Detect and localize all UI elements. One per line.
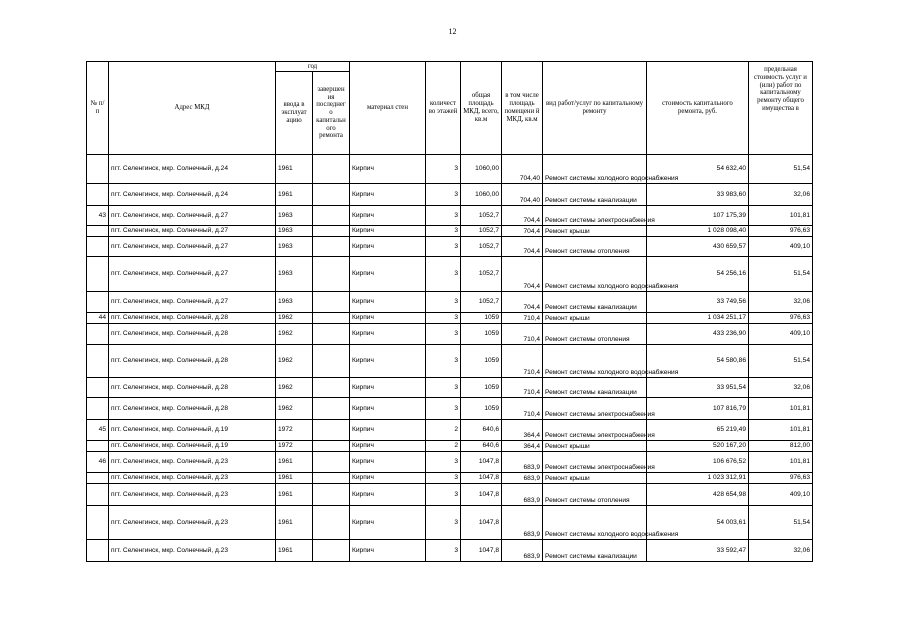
cell-wall-material: Кирпич bbox=[350, 452, 426, 473]
cell-num bbox=[87, 184, 109, 206]
cell-work-type: Ремонт системы канализации bbox=[543, 540, 647, 562]
cell-year-last-repair bbox=[313, 420, 350, 441]
cell-cost: 1 023 312,91 bbox=[647, 473, 749, 484]
cell-floors: 2 bbox=[426, 441, 461, 452]
cell-num bbox=[87, 398, 109, 420]
cell-work-type: Ремонт системы канализации bbox=[543, 292, 647, 313]
cell-address: пгт. Селенгинск, мкр. Солнечный, д.27 bbox=[109, 292, 276, 313]
cell-total-area: 1060,00 bbox=[461, 184, 502, 206]
cell-wall-material: Кирпич bbox=[350, 324, 426, 345]
cell-total-area: 1047,8 bbox=[461, 484, 502, 506]
header-num: № п/п bbox=[87, 62, 109, 155]
cell-year-commission: 1972 bbox=[276, 420, 313, 441]
cell-year-last-repair bbox=[313, 345, 350, 378]
cell-address: пгт. Селенгинск, мкр. Солнечный, д.19 bbox=[109, 441, 276, 452]
cell-floors: 3 bbox=[426, 378, 461, 398]
cell-address: пгт. Селенгинск, мкр. Солнечный, д.28 bbox=[109, 324, 276, 345]
cell-floors: 3 bbox=[426, 473, 461, 484]
cell-total-area: 1059 bbox=[461, 398, 502, 420]
table-row bbox=[87, 441, 813, 452]
cell-wall-material: Кирпич bbox=[350, 257, 426, 292]
cell-total-area: 1052,7 bbox=[461, 292, 502, 313]
cell-address: пгт. Селенгинск, мкр. Солнечный, д.23 bbox=[109, 484, 276, 506]
cell-address: пгт. Селенгинск, мкр. Солнечный, д.23 bbox=[109, 452, 276, 473]
cell-address: пгт. Селенгинск, мкр. Солнечный, д.27 bbox=[109, 257, 276, 292]
cell-year-last-repair bbox=[313, 237, 350, 257]
cell-floors: 3 bbox=[426, 345, 461, 378]
cell-cost: 54 256,16 bbox=[647, 257, 749, 292]
cell-num bbox=[87, 292, 109, 313]
cell-incl-area: 683,9 bbox=[502, 540, 543, 562]
cell-cost: 33 951,54 bbox=[647, 378, 749, 398]
cell-cost: 107 816,79 bbox=[647, 398, 749, 420]
cell-year-last-repair bbox=[313, 155, 350, 184]
cell-limit-cost: 101,81 bbox=[749, 398, 813, 420]
table-row bbox=[87, 345, 813, 378]
cell-year-commission: 1963 bbox=[276, 226, 313, 237]
cell-work-type: Ремонт системы канализации bbox=[543, 378, 647, 398]
table-row bbox=[87, 226, 813, 237]
cell-work-type: Ремонт системы отопления bbox=[543, 484, 647, 506]
table-row bbox=[87, 473, 813, 484]
cell-work-type: Ремонт системы холодного водоснабжения bbox=[543, 506, 647, 540]
cell-incl-area: 710,4 bbox=[502, 345, 543, 378]
cell-year-commission: 1963 bbox=[276, 206, 313, 226]
cell-wall-material: Кирпич bbox=[350, 155, 426, 184]
header-cost: стоимость капитального ремонта, руб. bbox=[647, 62, 749, 155]
cell-cost: 106 676,52 bbox=[647, 452, 749, 473]
cell-limit-cost: 101,81 bbox=[749, 206, 813, 226]
cell-work-type: Ремонт крыши bbox=[543, 313, 647, 324]
cell-num bbox=[87, 155, 109, 184]
cell-incl-area: 683,9 bbox=[502, 506, 543, 540]
table-row bbox=[87, 292, 813, 313]
cell-num bbox=[87, 324, 109, 345]
cell-year-commission: 1961 bbox=[276, 506, 313, 540]
cell-limit-cost: 976,63 bbox=[749, 473, 813, 484]
cell-total-area: 1047,8 bbox=[461, 473, 502, 484]
cell-year-commission: 1962 bbox=[276, 324, 313, 345]
cell-address: пгт. Селенгинск, мкр. Солнечный, д.28 bbox=[109, 313, 276, 324]
cell-year-last-repair bbox=[313, 313, 350, 324]
cell-year-last-repair bbox=[313, 226, 350, 237]
cell-year-commission: 1961 bbox=[276, 473, 313, 484]
cell-year-commission: 1963 bbox=[276, 257, 313, 292]
cell-total-area: 1052,7 bbox=[461, 237, 502, 257]
cell-total-area: 1059 bbox=[461, 378, 502, 398]
cell-incl-area: 704,40 bbox=[502, 184, 543, 206]
cell-total-area: 1060,00 bbox=[461, 155, 502, 184]
cell-floors: 3 bbox=[426, 484, 461, 506]
table-row bbox=[87, 398, 813, 420]
cell-address: пгт. Селенгинск, мкр. Солнечный, д.24 bbox=[109, 184, 276, 206]
cell-cost: 1 034 251,17 bbox=[647, 313, 749, 324]
cell-year-last-repair bbox=[313, 506, 350, 540]
cell-cost: 33 592,47 bbox=[647, 540, 749, 562]
cell-year-last-repair bbox=[313, 257, 350, 292]
cell-num: 43 bbox=[87, 206, 109, 226]
cell-address: пгт. Селенгинск, мкр. Солнечный, д.23 bbox=[109, 506, 276, 540]
cell-total-area: 1052,7 bbox=[461, 226, 502, 237]
header-incl-area: в том числе площадь помещени й МКД, кв.м bbox=[502, 62, 543, 155]
cell-address: пгт. Селенгинск, мкр. Солнечный, д.27 bbox=[109, 237, 276, 257]
cell-limit-cost: 409,10 bbox=[749, 324, 813, 345]
cell-wall-material: Кирпич bbox=[350, 441, 426, 452]
table-row bbox=[87, 540, 813, 562]
cell-year-last-repair bbox=[313, 206, 350, 226]
cell-cost: 54 580,86 bbox=[647, 345, 749, 378]
cell-year-last-repair bbox=[313, 441, 350, 452]
cell-incl-area: 710,4 bbox=[502, 398, 543, 420]
table-row bbox=[87, 378, 813, 398]
cell-cost: 54 003,61 bbox=[647, 506, 749, 540]
cell-num bbox=[87, 540, 109, 562]
header-limit-cost: предельная стоимость услуг и (или) работ по капитальному ремонту общего имущества в bbox=[749, 62, 813, 155]
cell-floors: 3 bbox=[426, 506, 461, 540]
cell-total-area: 1047,8 bbox=[461, 540, 502, 562]
header-year-commission: ввода в эксплуат ацию bbox=[276, 72, 313, 155]
table-row bbox=[87, 237, 813, 257]
cell-floors: 3 bbox=[426, 155, 461, 184]
cell-year-commission: 1961 bbox=[276, 155, 313, 184]
cell-incl-area: 704,4 bbox=[502, 237, 543, 257]
cell-year-commission: 1962 bbox=[276, 313, 313, 324]
capital-repair-table bbox=[86, 61, 813, 562]
cell-incl-area: 710,4 bbox=[502, 324, 543, 345]
cell-cost: 65 219,49 bbox=[647, 420, 749, 441]
cell-year-commission: 1972 bbox=[276, 441, 313, 452]
cell-address: пгт. Селенгинск, мкр. Солнечный, д.27 bbox=[109, 206, 276, 226]
cell-num bbox=[87, 237, 109, 257]
cell-incl-area: 704,4 bbox=[502, 226, 543, 237]
cell-address: пгт. Селенгинск, мкр. Солнечный, д.24 bbox=[109, 155, 276, 184]
cell-work-type: Ремонт системы отопления bbox=[543, 324, 647, 345]
cell-incl-area: 683,9 bbox=[502, 452, 543, 473]
cell-year-commission: 1961 bbox=[276, 452, 313, 473]
cell-address: пгт. Селенгинск, мкр. Солнечный, д.19 bbox=[109, 420, 276, 441]
table-row bbox=[87, 324, 813, 345]
table-row bbox=[87, 506, 813, 540]
cell-limit-cost: 101,81 bbox=[749, 420, 813, 441]
cell-work-type: Ремонт системы отопления bbox=[543, 237, 647, 257]
cell-work-type: Ремонт системы электроснабжения bbox=[543, 420, 647, 441]
cell-year-last-repair bbox=[313, 292, 350, 313]
cell-year-commission: 1961 bbox=[276, 540, 313, 562]
header-work-type: вид работ/услуг по капитальному ремонту bbox=[543, 62, 647, 155]
cell-year-last-repair bbox=[313, 398, 350, 420]
cell-floors: 3 bbox=[426, 292, 461, 313]
header-address: Адрес МКД bbox=[109, 62, 276, 155]
cell-year-commission: 1962 bbox=[276, 345, 313, 378]
cell-total-area: 1059 bbox=[461, 313, 502, 324]
cell-limit-cost: 51,54 bbox=[749, 345, 813, 378]
cell-total-area: 1047,8 bbox=[461, 506, 502, 540]
cell-work-type: Ремонт крыши bbox=[543, 226, 647, 237]
cell-work-type: Ремонт крыши bbox=[543, 441, 647, 452]
cell-cost: 1 028 098,40 bbox=[647, 226, 749, 237]
cell-wall-material: Кирпич bbox=[350, 378, 426, 398]
cell-year-last-repair bbox=[313, 378, 350, 398]
cell-incl-area: 710,4 bbox=[502, 378, 543, 398]
cell-work-type: Ремонт системы электроснабжения bbox=[543, 452, 647, 473]
cell-num bbox=[87, 484, 109, 506]
cell-year-last-repair bbox=[313, 184, 350, 206]
cell-cost: 428 654,98 bbox=[647, 484, 749, 506]
cell-cost: 430 659,57 bbox=[647, 237, 749, 257]
cell-limit-cost: 409,10 bbox=[749, 484, 813, 506]
cell-address: пгт. Селенгинск, мкр. Солнечный, д.28 bbox=[109, 398, 276, 420]
cell-total-area: 1047,8 bbox=[461, 452, 502, 473]
cell-incl-area: 704,4 bbox=[502, 257, 543, 292]
cell-work-type: Ремонт системы холодного водоснабжения bbox=[543, 345, 647, 378]
cell-limit-cost: 976,63 bbox=[749, 226, 813, 237]
cell-incl-area: 710,4 bbox=[502, 313, 543, 324]
cell-limit-cost: 409,10 bbox=[749, 237, 813, 257]
cell-wall-material: Кирпич bbox=[350, 206, 426, 226]
table-row bbox=[87, 313, 813, 324]
cell-total-area: 1059 bbox=[461, 345, 502, 378]
cell-num bbox=[87, 257, 109, 292]
cell-num bbox=[87, 506, 109, 540]
cell-year-commission: 1962 bbox=[276, 378, 313, 398]
cell-num bbox=[87, 345, 109, 378]
cell-limit-cost: 101,81 bbox=[749, 452, 813, 473]
cell-total-area: 1059 bbox=[461, 324, 502, 345]
cell-total-area: 1052,7 bbox=[461, 257, 502, 292]
cell-year-commission: 1961 bbox=[276, 484, 313, 506]
cell-work-type: Ремонт системы электроснабжения bbox=[543, 206, 647, 226]
cell-address: пгт. Селенгинск, мкр. Солнечный, д.23 bbox=[109, 540, 276, 562]
cell-wall-material: Кирпич bbox=[350, 184, 426, 206]
cell-num bbox=[87, 226, 109, 237]
header-year-group: год bbox=[276, 62, 350, 72]
cell-floors: 3 bbox=[426, 398, 461, 420]
table-row bbox=[87, 257, 813, 292]
cell-incl-area: 364,4 bbox=[502, 441, 543, 452]
cell-incl-area: 683,9 bbox=[502, 484, 543, 506]
cell-cost: 433 236,90 bbox=[647, 324, 749, 345]
cell-num bbox=[87, 441, 109, 452]
cell-num bbox=[87, 473, 109, 484]
cell-address: пгт. Селенгинск, мкр. Солнечный, д.28 bbox=[109, 345, 276, 378]
cell-limit-cost: 32,06 bbox=[749, 378, 813, 398]
cell-wall-material: Кирпич bbox=[350, 313, 426, 324]
table-row bbox=[87, 155, 813, 184]
cell-floors: 3 bbox=[426, 313, 461, 324]
cell-wall-material: Кирпич bbox=[350, 292, 426, 313]
cell-num: 45 bbox=[87, 420, 109, 441]
cell-total-area: 1052,7 bbox=[461, 206, 502, 226]
cell-wall-material: Кирпич bbox=[350, 506, 426, 540]
cell-num: 46 bbox=[87, 452, 109, 473]
cell-floors: 3 bbox=[426, 540, 461, 562]
cell-total-area: 640,6 bbox=[461, 441, 502, 452]
header-year-last-repair: завершен ия последнег о капитальн ого ремонта bbox=[313, 72, 350, 155]
cell-work-type: Ремонт крыши bbox=[543, 473, 647, 484]
cell-limit-cost: 32,06 bbox=[749, 184, 813, 206]
table-row bbox=[87, 184, 813, 206]
cell-cost: 107 175,39 bbox=[647, 206, 749, 226]
cell-work-type: Ремонт системы холодного водоснабжения bbox=[543, 257, 647, 292]
cell-year-last-repair bbox=[313, 540, 350, 562]
table-row bbox=[87, 420, 813, 441]
header-floors: количест во этажей bbox=[426, 62, 461, 155]
cell-cost: 520 167,20 bbox=[647, 441, 749, 452]
cell-wall-material: Кирпич bbox=[350, 484, 426, 506]
cell-address: пгт. Селенгинск, мкр. Солнечный, д.27 bbox=[109, 226, 276, 237]
cell-wall-material: Кирпич bbox=[350, 420, 426, 441]
cell-incl-area: 704,40 bbox=[502, 155, 543, 184]
cell-year-commission: 1963 bbox=[276, 237, 313, 257]
cell-incl-area: 704,4 bbox=[502, 292, 543, 313]
cell-wall-material: Кирпич bbox=[350, 398, 426, 420]
page-number: 12 bbox=[448, 27, 457, 36]
cell-cost: 54 632,40 bbox=[647, 155, 749, 184]
cell-incl-area: 683,9 bbox=[502, 473, 543, 484]
cell-floors: 3 bbox=[426, 184, 461, 206]
cell-limit-cost: 51,54 bbox=[749, 257, 813, 292]
table-row bbox=[87, 206, 813, 226]
cell-wall-material: Кирпич bbox=[350, 473, 426, 484]
cell-floors: 3 bbox=[426, 206, 461, 226]
cell-limit-cost: 812,00 bbox=[749, 441, 813, 452]
cell-year-last-repair bbox=[313, 452, 350, 473]
cell-total-area: 640,6 bbox=[461, 420, 502, 441]
cell-floors: 3 bbox=[426, 257, 461, 292]
cell-wall-material: Кирпич bbox=[350, 226, 426, 237]
cell-work-type: Ремонт системы холодного водоснабжения bbox=[543, 155, 647, 184]
table-row bbox=[87, 452, 813, 473]
cell-work-type: Ремонт системы канализации bbox=[543, 184, 647, 206]
cell-year-commission: 1963 bbox=[276, 292, 313, 313]
cell-limit-cost: 51,54 bbox=[749, 506, 813, 540]
cell-incl-area: 704,4 bbox=[502, 206, 543, 226]
cell-work-type: Ремонт системы электроснабжения bbox=[543, 398, 647, 420]
cell-limit-cost: 32,06 bbox=[749, 540, 813, 562]
cell-cost: 33 983,60 bbox=[647, 184, 749, 206]
cell-num bbox=[87, 378, 109, 398]
cell-wall-material: Кирпич bbox=[350, 345, 426, 378]
cell-limit-cost: 51,54 bbox=[749, 155, 813, 184]
cell-limit-cost: 32,06 bbox=[749, 292, 813, 313]
header-total-area: общая площадь МКД, всего, кв.м bbox=[461, 62, 502, 155]
cell-wall-material: Кирпич bbox=[350, 540, 426, 562]
header-wall-material: материал стен bbox=[350, 62, 426, 155]
cell-floors: 3 bbox=[426, 237, 461, 257]
cell-floors: 3 bbox=[426, 226, 461, 237]
cell-year-last-repair bbox=[313, 324, 350, 345]
cell-wall-material: Кирпич bbox=[350, 237, 426, 257]
cell-year-commission: 1961 bbox=[276, 184, 313, 206]
cell-num: 44 bbox=[87, 313, 109, 324]
cell-year-last-repair bbox=[313, 473, 350, 484]
cell-floors: 3 bbox=[426, 324, 461, 345]
cell-floors: 3 bbox=[426, 452, 461, 473]
cell-address: пгт. Селенгинск, мкр. Солнечный, д.23 bbox=[109, 473, 276, 484]
cell-year-last-repair bbox=[313, 484, 350, 506]
cell-address: пгт. Селенгинск, мкр. Солнечный, д.28 bbox=[109, 378, 276, 398]
cell-cost: 33 749,56 bbox=[647, 292, 749, 313]
cell-limit-cost: 976,63 bbox=[749, 313, 813, 324]
cell-incl-area: 364,4 bbox=[502, 420, 543, 441]
cell-year-commission: 1962 bbox=[276, 398, 313, 420]
table-row bbox=[87, 484, 813, 506]
cell-floors: 2 bbox=[426, 420, 461, 441]
